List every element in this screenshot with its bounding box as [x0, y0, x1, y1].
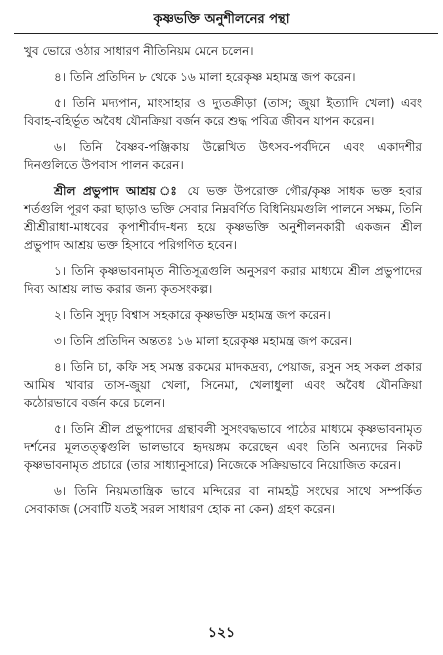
page-body	[24, 42, 422, 526]
paragraph: ১। তিনি কৃষ্ণভাবনামৃত নীতিসূত্রগুলি অনুসরণ করার মাধ্যমে শ্রীল প্রভুপাদের দিব্য আশ্রয় লাভ করার জন্য কৃতসংকল্প।	[24, 264, 422, 296]
paragraph: শ্রীল প্রভুপাদ আশ্রয় ঃ যে ভক্ত উপরোক্ত গৌর/কৃষ্ণ সাধক ভক্ত হবার শর্তগুলি পূরণ করা ছাড়াও ভক্তি সেবার নিম্নবর্ণিত বিধিনিয়মগুলি পালনে সক্ষম, তিনি শ্রীশ্রীরাধা-মাধবের কৃপাশীর্বাদ-ধন্য হয়ে কৃষ্ণভক্তি অনুশীলনকারী একজন শ্রীল প্রভুপাদ আশ্রয় ভক্ত হিসাবে পরিগণিত হবেন।	[24, 184, 422, 252]
paragraph: ২। তিনি সুদৃঢ় বিশ্বাস সহকারে কৃষ্ণভক্তি মহামন্ত্র জপ করেন।	[54, 308, 331, 322]
paragraph: ৪। তিনি চা, কফি সহ সমস্ত রকমের মাদকদ্রব্য, পেয়াজ, রসুন সহ সকল প্রকার আমিষ খাবার তাস-জুয়া খেলা, সিনেমা, খেলাধুলা এবং অবৈধ যৌনক্রিয়া কঠোরভাবে বর্জন করে চলেন।	[24, 360, 422, 410]
section-heading: শ্রীল প্রভুপাদ আশ্রয় ঃ	[54, 184, 188, 198]
paragraph: ৪। তিনি প্রতিদিন ৮ থেকে ১৬ মালা হরেকৃষ্ণ মহামন্ত্র জপ করেন।	[54, 70, 356, 84]
paragraph: ৬। তিনি নিয়মতান্ত্রিক ভাবে মন্দিরের বা নামহট্ট সংঘের সাথে সম্পর্কিত সেবাকাজ (সেবাটি যতই সরল সাধারণ হোক না কেন) গ্রহণ করেন।	[24, 484, 422, 516]
paragraph: ৫। তিনি শ্রীল প্রভুপাদের গ্রন্থাবলী সুসংবদ্ধভাবে পাঠের মাধ্যমে কৃষ্ণভাবনামৃত দর্শনের মূলতত্ত্বগুলি ভালভাবে হৃদয়ঙ্গম করেছেন এবং তিনি অন্যদের নিকট কৃষ্ণভাবনামৃত প্রচারে (তার সাধ্যানুসারে) নিজেকে সক্রিয়ভাবে নিয়োজিত করেন।	[24, 422, 422, 472]
header-rule	[14, 33, 438, 34]
paragraph: খুব ভোরে ওঠার সাধারণ নীতিনিয়ম মেনে চলেন।	[24, 44, 254, 58]
running-header: কৃষ্ণভক্তি অনুশীলনের পন্থা	[153, 12, 290, 27]
paragraph: ৬। তিনি বৈষ্ণব-পঞ্জিকায় উল্লেখিত উৎসব-পর্বদিনে এবং একাদশীর দিনগুলিতে উপবাস পালন করেন।	[24, 140, 422, 172]
paragraph: ৫। তিনি মদ্যপান, মাংসাহার ও দ্যুতক্রীড়া (তাস; জুয়া ইত্যাদি খেলা) এবং বিবাহ-বহির্ভূত অবৈধ যৌনক্রিয়া বর্জন করে শুদ্ধ পবিত্র জীবন যাপন করেন।	[24, 96, 422, 128]
paragraph: ৩। তিনি প্রতিদিন অন্ততঃ ১৬ মালা হরেকৃষ্ণ মহামন্ত্র জপ করেন।	[54, 334, 353, 348]
page-number: ১২১	[207, 625, 236, 641]
